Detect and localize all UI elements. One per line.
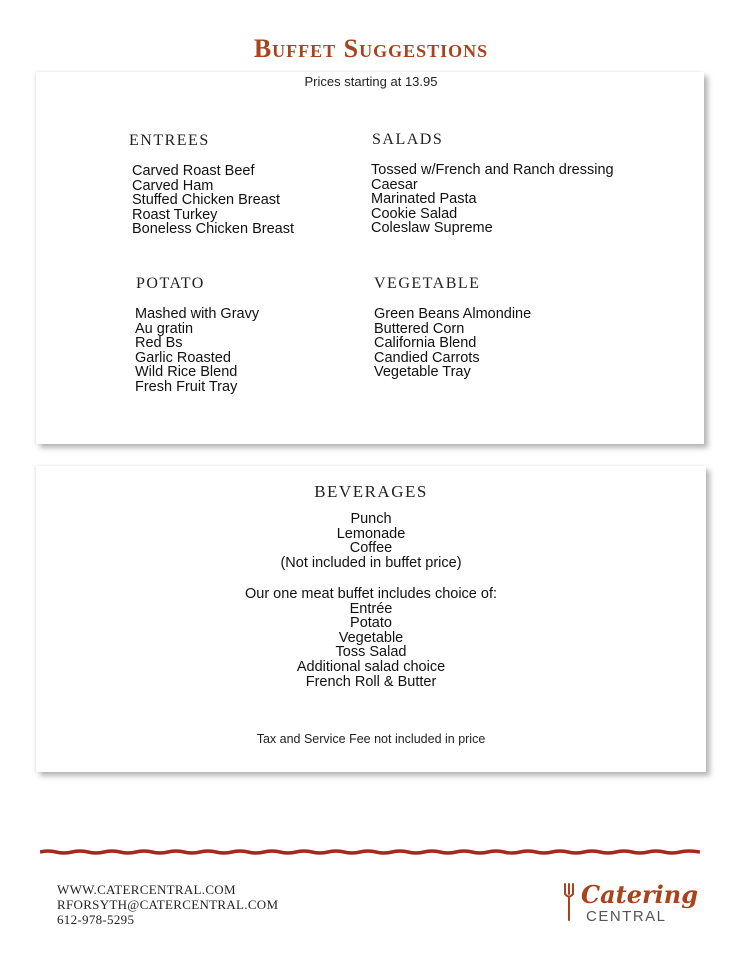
menu-item: Carved Ham	[132, 177, 214, 194]
page-title: Buffet Suggestions	[253, 34, 489, 63]
buffet-choice-item: Entrée	[349, 600, 393, 617]
menu-item: Garlic Roasted	[135, 349, 231, 366]
menu-item: Cookie Salad	[371, 205, 458, 222]
tax-note: Tax and Service Fee not included in price	[256, 732, 486, 746]
contact-info	[57, 882, 278, 927]
buffet-includes-section	[0, 587, 742, 689]
buffet-choice-item: Vegetable	[338, 629, 404, 646]
website-link[interactable]: WWW.CATERCENTRAL.COM	[57, 882, 236, 897]
logo-script-text: Catering	[581, 880, 698, 909]
menu-item: Wild Rice Blend	[135, 364, 238, 381]
menu-item: Red Bs	[135, 335, 183, 352]
potato-heading: POTATO	[136, 275, 205, 292]
entrees-heading: ENTREES	[129, 132, 210, 149]
divider-line	[40, 849, 700, 855]
menu-item: Candied Carrots	[374, 349, 480, 366]
logo-word-text: CENTRAL	[586, 908, 667, 925]
buffet-includes-intro: Our one meat buffet includes choice of:	[244, 586, 498, 602]
menu-item: Marinated Pasta	[371, 191, 477, 208]
beverages-heading: BEVERAGES	[314, 482, 428, 501]
salads-heading: SALADS	[372, 131, 444, 148]
beverage-item: Lemonade	[336, 525, 406, 542]
menu-item: Caesar	[371, 176, 418, 193]
menu-item: Green Beans Almondine	[374, 306, 532, 322]
beverage-item: Coffee	[349, 540, 393, 557]
menu-item: Coleslaw Supreme	[371, 220, 493, 237]
catering-central-logo	[560, 880, 698, 930]
fork-icon	[562, 882, 578, 922]
buffet-choice-item: French Roll & Butter	[305, 673, 437, 690]
vegetable-section	[374, 275, 531, 380]
beverage-item: Punch	[350, 511, 392, 527]
menu-item: Fresh Fruit Tray	[135, 378, 238, 395]
beverage-note: (Not included in buffet price)	[280, 554, 462, 571]
buffet-choice-item: Additional salad choice	[296, 658, 446, 675]
menu-item: Tossed w/French and Ranch dressing	[371, 162, 614, 178]
salads-section	[372, 131, 614, 236]
phone-number: 612-978-5295	[57, 912, 135, 927]
menu-item: California Blend	[374, 335, 477, 352]
vegetable-heading: VEGETABLE	[374, 275, 481, 292]
email-link[interactable]: RFORSYTH@CATERCENTRAL.COM	[57, 897, 279, 912]
price-subtitle: Prices starting at 13.95	[304, 74, 438, 89]
menu-item: Au gratin	[135, 320, 194, 337]
beverages-section	[0, 482, 742, 570]
menu-item: Boneless Chicken Breast	[132, 221, 294, 238]
potato-section	[136, 275, 259, 395]
menu-item: Roast Turkey	[132, 206, 218, 223]
menu-item: Carved Roast Beef	[132, 163, 255, 179]
menu-item: Buttered Corn	[374, 320, 465, 337]
menu-item: Vegetable Tray	[374, 364, 471, 381]
buffet-choice-item: Potato	[350, 615, 392, 632]
buffet-choice-item: Toss Salad	[335, 644, 407, 661]
menu-item: Stuffed Chicken Breast	[132, 192, 281, 209]
entrees-section	[129, 132, 294, 237]
menu-item: Mashed with Gravy	[135, 306, 260, 322]
